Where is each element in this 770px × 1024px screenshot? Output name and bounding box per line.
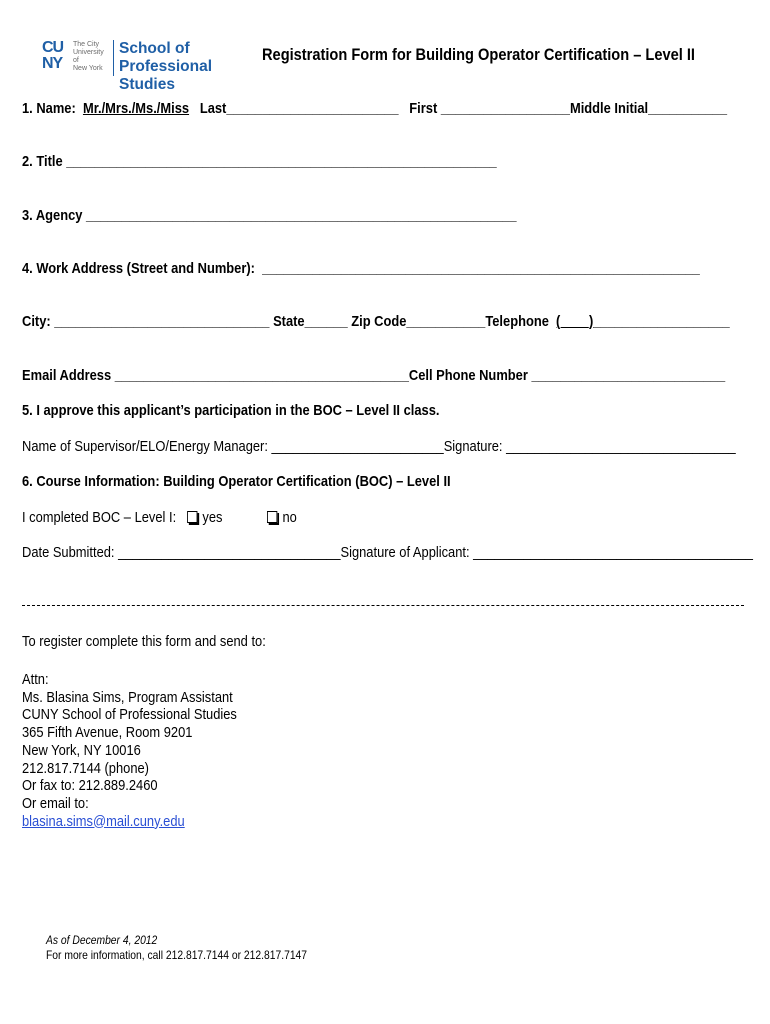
supervisor-signature-row[interactable]: Name of Supervisor/ELO/Energy Manager: ________________________Signature: ________________________________	[22, 438, 736, 455]
title-field[interactable]: 2. Title ____________________________________________________________	[22, 153, 497, 170]
contact-email-link[interactable]: blasina.sims@mail.cuny.edu	[22, 812, 185, 830]
phone-field[interactable]: ___________________	[593, 313, 730, 330]
city-state-zip-phone-row[interactable]: City: ______________________________ State______ Zip Code___________Telephone (____)___________________	[22, 313, 730, 330]
last-name-field[interactable]: Last________________________	[199, 100, 399, 117]
work-address-row	[22, 260, 770, 277]
completed-level1-label: I completed BOC – Level I:	[22, 509, 177, 526]
name-label: 1. Name:	[22, 100, 76, 117]
school-name: School of Professional Studies	[119, 40, 213, 93]
address-line: 212.817.7144 (phone)	[22, 759, 149, 777]
cuny-logo-mark: CU NY	[42, 39, 64, 72]
register-instructions: To register complete this form and send to:	[22, 633, 266, 650]
address-line: 365 Fifth Avenue, Room 9201	[22, 724, 193, 742]
revision-date-note: As of December 4, 2012	[46, 933, 158, 947]
salutation-options[interactable]: Mr./Mrs./Ms./Miss	[82, 100, 190, 117]
work-address-label: 4. Work Address (Street and Number):	[22, 260, 255, 277]
cuny-logo-text: The City University of New York	[73, 41, 104, 72]
no-option-label: no	[282, 509, 297, 526]
form-title: Registration Form for Building Operator Certification – Level II	[262, 45, 695, 64]
agency-field[interactable]: 3. Agency ____________________________________________________________	[22, 207, 517, 224]
completed-level1-row	[22, 509, 255, 526]
address-line: Or fax to: 212.889.2460	[22, 777, 158, 795]
address-line: CUNY School of Professional Studies	[22, 706, 237, 724]
no-checkbox[interactable]	[267, 511, 277, 523]
date-signature-row[interactable]: Date Submitted: _______________________________Signature of Applicant: _______________________________________	[22, 544, 753, 561]
name-row	[22, 100, 770, 117]
yes-option-label: yes	[202, 509, 223, 526]
dashed-separator	[22, 605, 744, 606]
course-info-heading: 6. Course Information: Building Operator Certification (BOC) – Level II	[22, 473, 451, 490]
address-line: Ms. Blasina Sims, Program Assistant	[22, 688, 233, 706]
email-cell-row[interactable]: Email Address _________________________________________Cell Phone Number ___________________________	[22, 367, 726, 384]
address-line: New York, NY 10016	[22, 741, 141, 759]
approval-heading: 5. I approve this applicant’s participation in the BOC – Level II class.	[22, 402, 440, 419]
email-line: Or email to: blasina.sims@mail.cuny.edu	[22, 794, 185, 830]
phone-area-code[interactable]: (____)	[556, 313, 594, 330]
work-address-field[interactable]: _____________________________________________________________	[262, 260, 700, 277]
first-middle-name-field[interactable]: First __________________Middle Initial___________	[409, 100, 728, 117]
contact-address-block	[22, 671, 272, 830]
address-line: Attn:	[22, 671, 49, 688]
more-info-note: For more information, call 212.817.7144 or 212.817.7147	[46, 948, 308, 962]
no-option	[267, 509, 302, 526]
yes-checkbox[interactable]	[187, 511, 197, 523]
logo-divider	[113, 40, 114, 76]
